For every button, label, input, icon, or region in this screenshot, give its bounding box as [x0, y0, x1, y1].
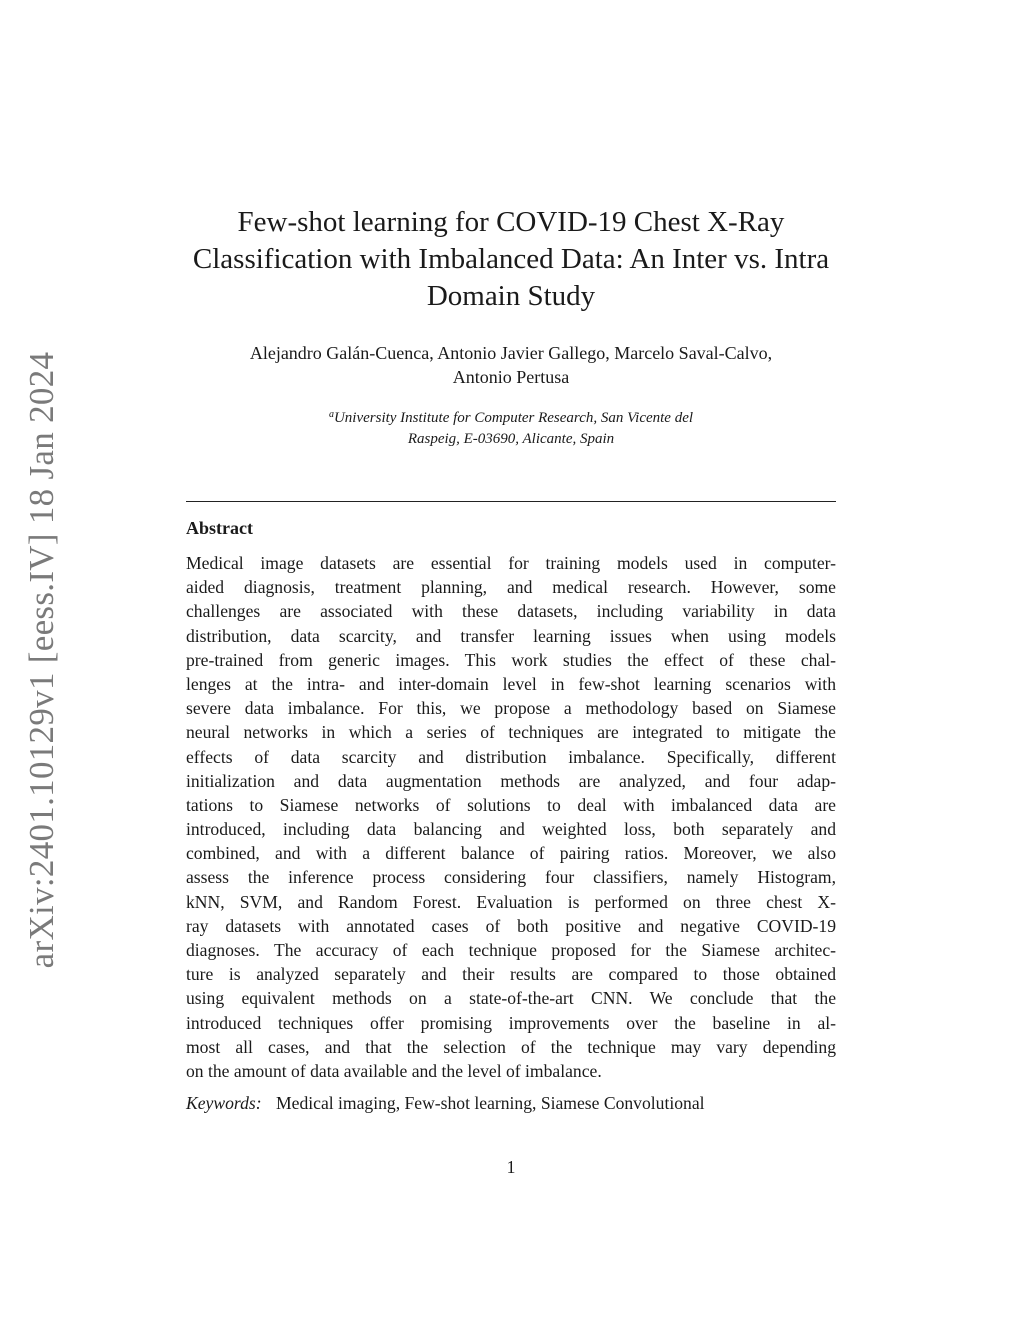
abstract-line: introduced, including data balancing and weighted loss, both separately and: [186, 819, 836, 840]
abstract-line: ture is analyzed separately and their results are compared to those obtained: [186, 964, 836, 985]
title-line: Domain Study: [426, 280, 596, 312]
abstract-line: most all cases, and that the selection of the technique may vary depending: [186, 1036, 836, 1057]
authors-line: Antonio Pertusa: [452, 367, 570, 387]
keywords-label: Keywords:: [186, 1093, 262, 1113]
abstract-line: pre-trained from generic images. This work studies the effect of these chal-: [186, 649, 836, 670]
abstract-line: kNN, SVM, and Random Forest. Evaluation is performed on three chest X-: [186, 891, 836, 912]
abstract-line: Medical image datasets are essential for training models used in computer-: [186, 553, 836, 573]
authors-line: Alejandro Galán-Cuenca, Antonio Javier Gallego, Marcelo Saval-Calvo,: [249, 343, 773, 363]
header-divider: [186, 501, 836, 502]
abstract-line: introduced techniques offer promising improvements over the baseline in al-: [186, 1012, 836, 1033]
keywords: [186, 1091, 836, 1115]
affiliation-line: Raspeig, E-03690, Alicante, Spain: [407, 431, 615, 447]
affiliation-text: University Institute for Computer Research, San Vicente del: [333, 410, 694, 426]
abstract-line: neural networks in which a series of techniques are integrated to mitigate the: [186, 722, 836, 743]
abstract-heading: Abstract: [186, 518, 253, 538]
title-line: Few-shot learning for COVID-19 Chest X-Ray: [237, 206, 785, 238]
abstract-line: distribution, data scarcity, and transfer learning issues when using models: [186, 625, 836, 646]
affiliation-marker: a: [328, 409, 334, 420]
author-list: [186, 341, 836, 389]
abstract-line: diagnoses. The accuracy of each technique proposed for the Siamese architec-: [186, 940, 836, 960]
abstract-line: lenges at the intra- and inter-domain level in few-shot learning scenarios with: [186, 673, 836, 694]
abstract-line: assess the inference process considering four classifiers, namely Histogram,: [186, 867, 836, 888]
abstract-line: effects of data scarcity and distribution imbalance. Specifically, different: [186, 746, 836, 767]
arxiv-identifier-stamp: arXiv:2401.10129v1 [eess.IV] 18 Jan 2024: [22, 351, 61, 969]
page-number: 1: [506, 1157, 516, 1177]
abstract-line: ray datasets with annotated cases of both positive and negative COVID-19: [186, 915, 836, 936]
affiliation-line: [186, 404, 836, 429]
abstract-line: initialization and data augmentation methods are analyzed, and four adap-: [186, 770, 836, 791]
abstract-line: challenges are associated with these datasets, including variability in data: [186, 601, 836, 622]
abstract-body: [186, 551, 836, 1083]
affiliation: [186, 404, 836, 450]
abstract-line: using equivalent methods on a state-of-the-art CNN. We conclude that the: [186, 988, 836, 1009]
abstract-line: tations to Siamese networks of solutions to deal with imbalanced data are: [186, 794, 836, 815]
abstract-line: severe data imbalance. For this, we propose a methodology based on Siamese: [186, 698, 836, 719]
keywords-text: Medical imaging, Few-shot learning, Siamese Convolutional: [276, 1093, 705, 1113]
abstract-line: aided diagnosis, treatment planning, and medical research. However, some: [186, 577, 836, 598]
paper-title: [186, 204, 836, 315]
abstract-line: on the amount of data available and the level of imbalance.: [186, 1060, 602, 1081]
title-line: Classification with Imbalanced Data: An Inter vs. Intra: [192, 243, 830, 275]
abstract-line: combined, and with a different balance of pairing ratios. Moreover, we also: [186, 843, 836, 864]
